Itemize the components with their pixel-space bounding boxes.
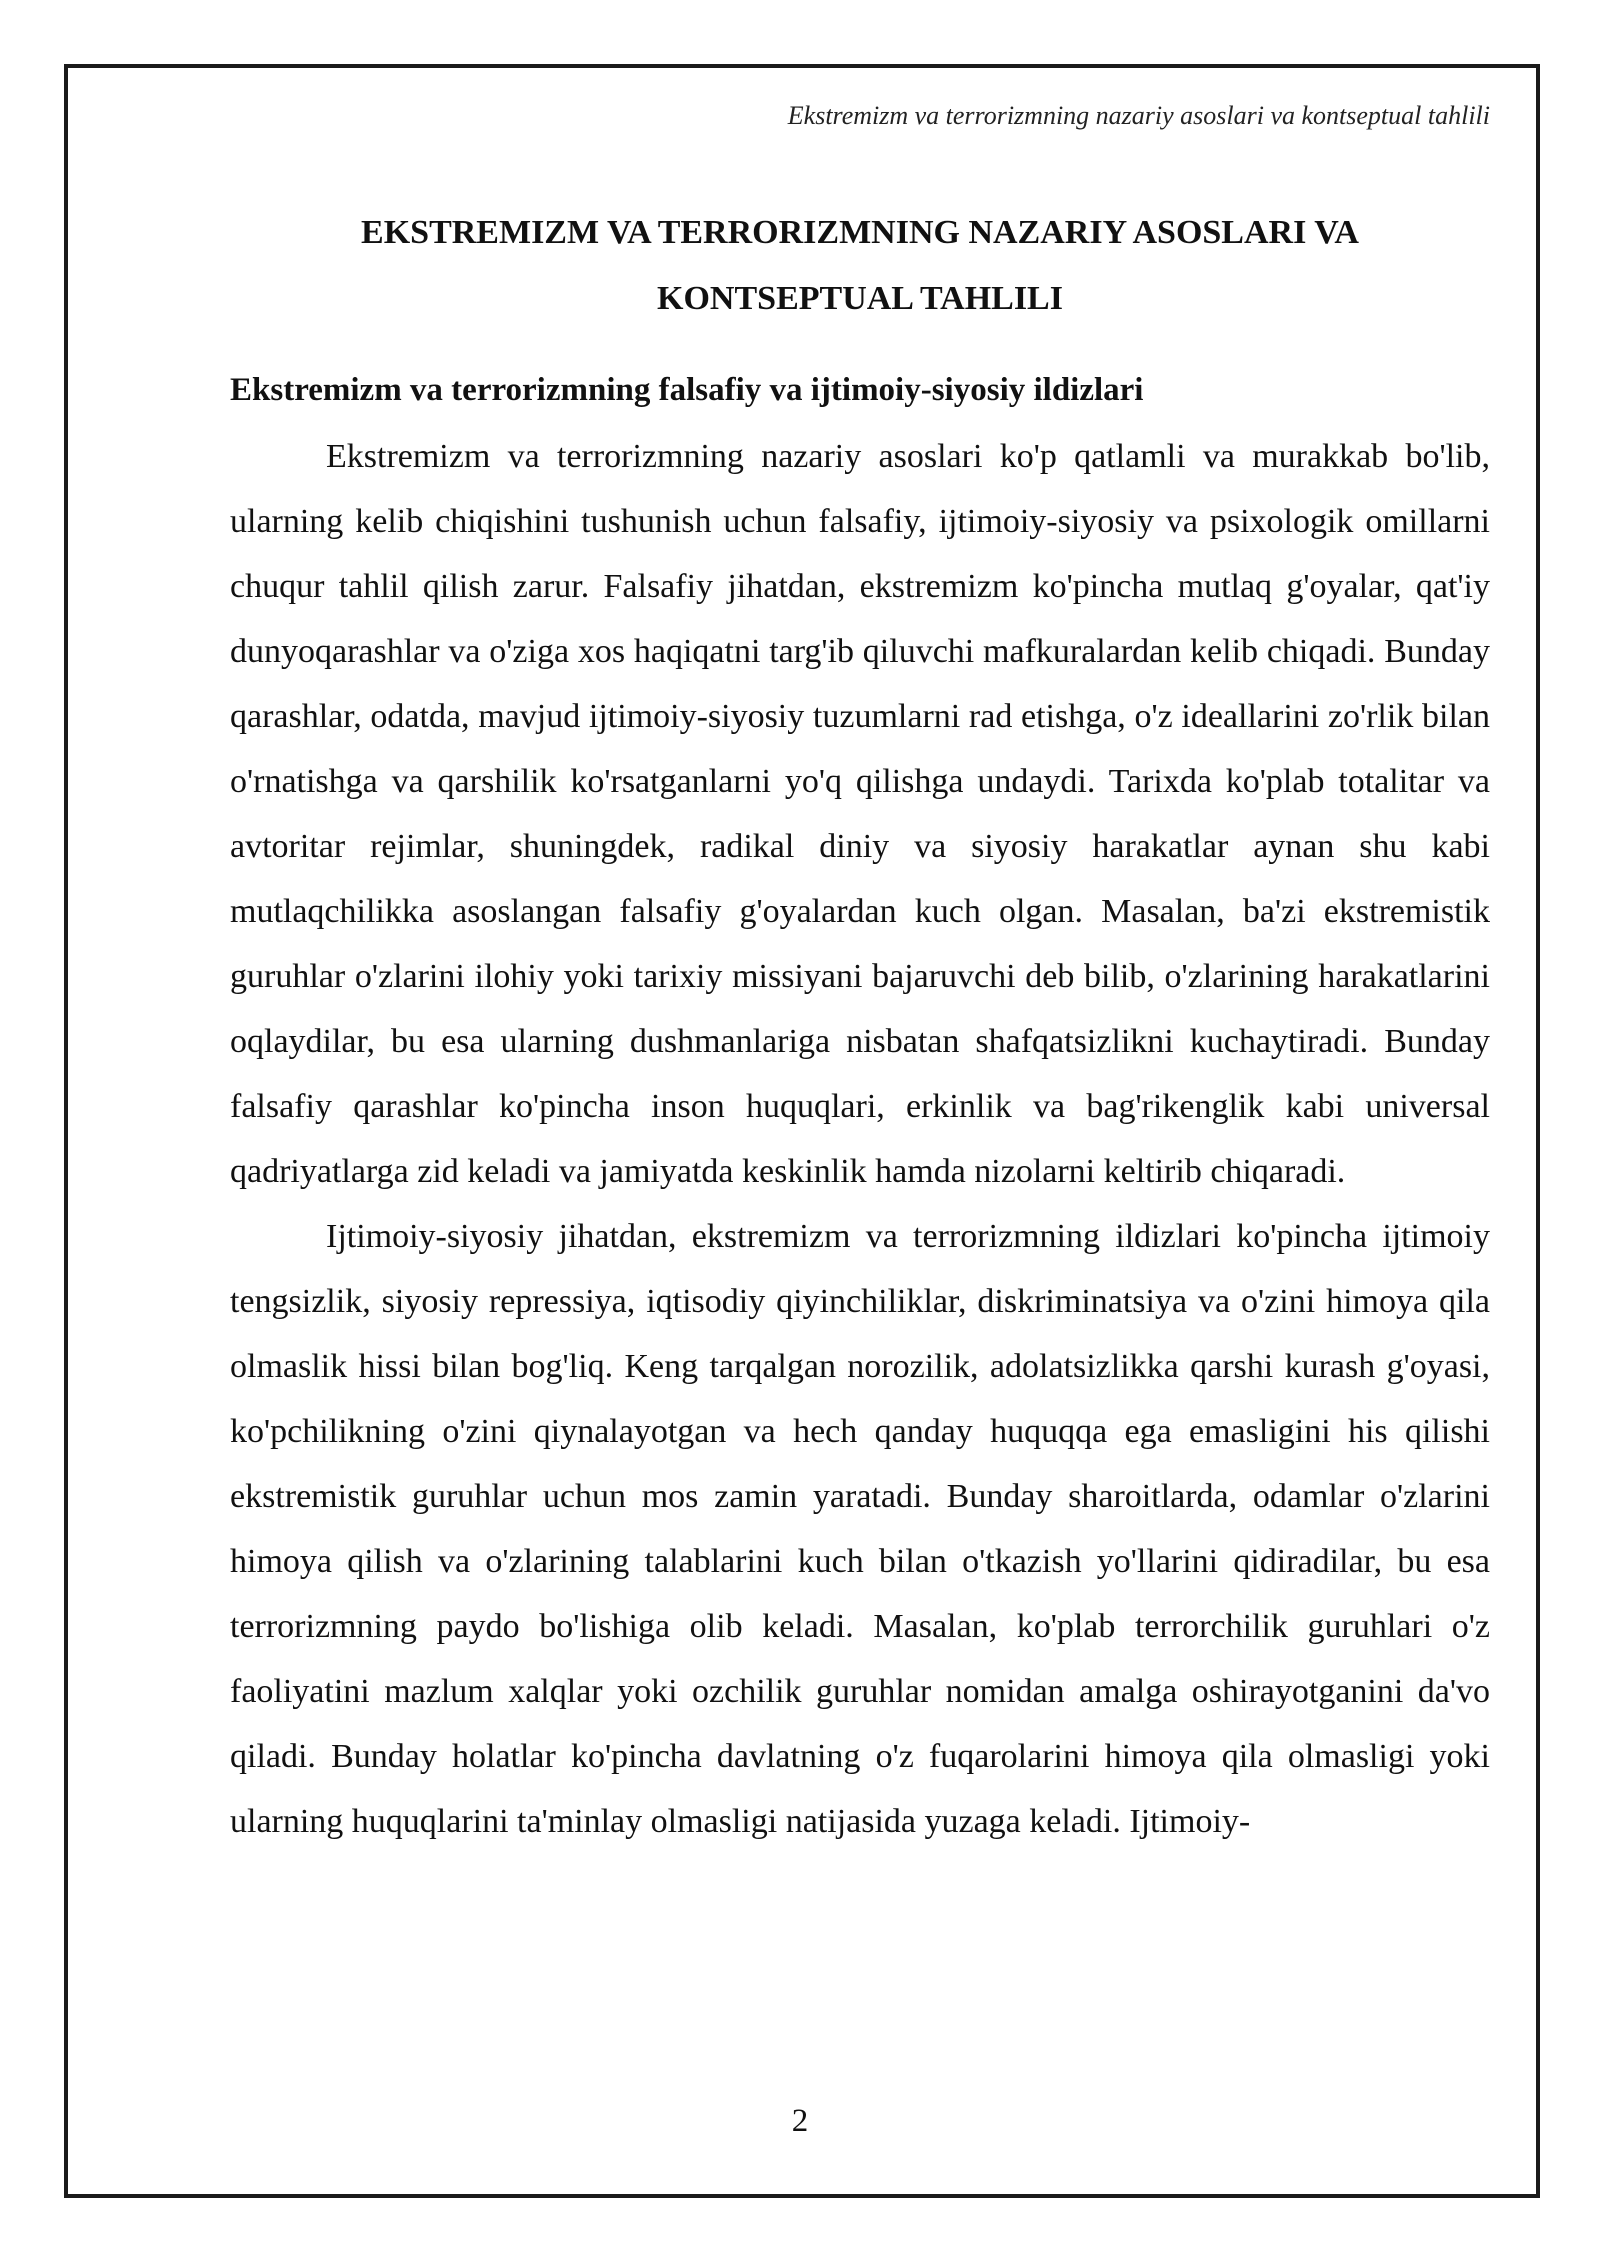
document-title: EKSTREMIZM VA TERRORIZMNING NAZARIY ASOSLARI VA KONTSEPTUAL TAHLILI <box>361 214 1359 317</box>
page-body <box>230 200 1490 1854</box>
body-paragraph: Ekstremizm va terrorizmning nazariy asoslari ko'p qatlamli va murakkab bo'lib, ularning kelib chiqishini tushunish uchun falsafiy, ijtimoiy-siyosiy va psixologik omillarni chuqur tahlil qilish zarur. Falsafiy jihatdan, ekstremizm ko'pincha mutlaq g'oyalar, qat'iy dunyoqarashlar va o'ziga xos haqiqatni targ'ib qiluvchi mafkuralardan kelib chiqadi. Bunday qarashlar, odatda, mavjud ijtimoiy-siyosiy tuzumlarni rad etishga, o'z ideallarini zo'rlik bilan o'rnatishga va qarshilik ko'rsatganlarni yo'q qilishga undaydi. Tarixda ko'plab totalitar va avtoritar rejimlar, shuningdek, radikal diniy va siyosiy harakatlar aynan shu kabi mutlaqchilikka asoslangan falsafiy g'oyalardan kuch olgan. Masalan, ba'zi ekstremistik guruhlar o'zlarini ilohiy yoki tarixiy missiyani bajaruvchi deb bilib, o'zlarining harakatlarini oqlaydilar, bu esa ularning dushmanlariga nisbatan shafqatsizlikni kuchaytiradi. Bunday falsafiy qarashlar ko'pincha inson huquqlari, erkinlik va bag'rikenglik kabi universal qadriyatlarga zid keladi va jamiyatda keskinlik hamda nizolarni keltirib chiqaradi. <box>230 438 1490 1190</box>
body-paragraph: Ijtimoiy-siyosiy jihatdan, ekstremizm va terrorizmning ildizlari ko'pincha ijtimoiy tengsizlik, siyosiy repressiya, iqtisodiy qiyinchiliklar, diskriminatsiya va o'zini himoya qila olmaslik hissi bilan bog'liq. Keng tarqalgan norozilik, adolatsizlikka qarshi kurash g'oyasi, ko'pchilikning o'zini qiynalayotgan va hech qanday huquqqa ega emasligini his qilishi ekstremistik guruhlar uchun mos zamin yaratadi. Bunday sharoitlarda, odamlar o'zlarini himoya qilish va o'zlarining talablarini kuch bilan o'tkazish yo'llarini qidiradilar, bu esa terrorizmning paydo bo'lishiga olib keladi. Masalan, ko'plab terrorchilik guruhlari o'z faoliyatini mazlum xalqlar yoki ozchilik guruhlar nomidan amalga oshirayotganini da'vo qiladi. Bunday holatlar ko'pincha davlatning o'z fuqarolarini himoya qila olmasligi yoki ularning huquqlarini ta'minlay olmasligi natijasida yuzaga keladi. Ijtimoiy- <box>230 1218 1490 1840</box>
section-heading: Ekstremizm va terrorizmning falsafiy va ijtimoiy-siyosiy ildizlari <box>230 372 1144 408</box>
page-number: 2 <box>791 2103 809 2139</box>
running-header: Ekstremizm va terrorizmning nazariy asoslari va kontseptual tahlili <box>787 101 1490 130</box>
